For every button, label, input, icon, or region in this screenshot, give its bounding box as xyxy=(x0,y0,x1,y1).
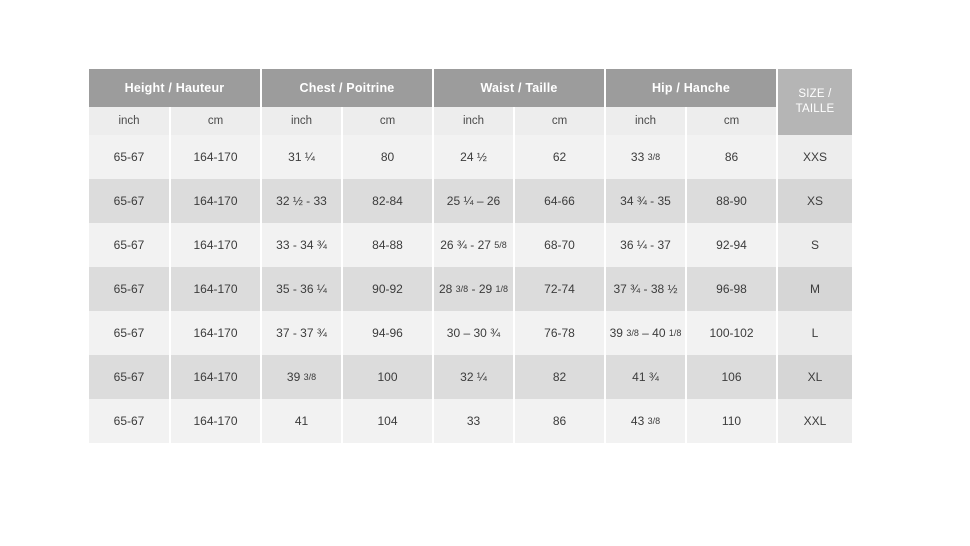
cell-waist-cm: 82 xyxy=(514,355,605,399)
size-header-line1: SIZE / xyxy=(798,88,832,100)
cell-chest-inch: 37 - 37 ¾ xyxy=(261,311,342,355)
size-header-line2: TAILLE xyxy=(795,103,835,115)
cell-height-cm: 164-170 xyxy=(170,355,261,399)
cell-waist-cm: 62 xyxy=(514,135,605,179)
cell-size: L xyxy=(777,311,852,355)
size-chart-table xyxy=(89,69,852,443)
cell-hip-inch: 39 3/8 – 40 1/8 xyxy=(605,311,686,355)
table-row xyxy=(89,267,852,311)
cell-hip-inch: 34 ¾ - 35 xyxy=(605,179,686,223)
cell-chest-inch: 41 xyxy=(261,399,342,443)
cell-height-inch: 65-67 xyxy=(89,311,170,355)
cell-height-inch: 65-67 xyxy=(89,135,170,179)
cell-hip-inch: 36 ¼ - 37 xyxy=(605,223,686,267)
cell-waist-inch: 30 – 30 ¾ xyxy=(433,311,514,355)
cell-waist-inch: 25 ¼ – 26 xyxy=(433,179,514,223)
cell-size: XS xyxy=(777,179,852,223)
cell-chest-inch: 31 ¼ xyxy=(261,135,342,179)
cell-height-inch: 65-67 xyxy=(89,179,170,223)
cell-height-cm: 164-170 xyxy=(170,223,261,267)
cell-size: XXS xyxy=(777,135,852,179)
cell-waist-inch: 28 3/8 - 29 1/8 xyxy=(433,267,514,311)
cell-height-inch: 65-67 xyxy=(89,223,170,267)
cell-chest-cm: 80 xyxy=(342,135,433,179)
table-unit-row xyxy=(89,107,852,135)
cell-waist-cm: 68-70 xyxy=(514,223,605,267)
cell-height-inch: 65-67 xyxy=(89,355,170,399)
cell-height-cm: 164-170 xyxy=(170,399,261,443)
cell-hip-inch: 43 3/8 xyxy=(605,399,686,443)
cell-waist-inch: 26 ¾ - 27 5/8 xyxy=(433,223,514,267)
table-body xyxy=(89,135,852,443)
cell-hip-inch: 37 ¾ - 38 ½ xyxy=(605,267,686,311)
cell-hip-cm: 86 xyxy=(686,135,777,179)
unit-height-inch: inch xyxy=(89,107,170,135)
cell-chest-cm: 84-88 xyxy=(342,223,433,267)
cell-chest-inch: 32 ½ - 33 xyxy=(261,179,342,223)
cell-chest-cm: 90-92 xyxy=(342,267,433,311)
unit-waist-inch: inch xyxy=(433,107,514,135)
unit-chest-inch: inch xyxy=(261,107,342,135)
cell-height-cm: 164-170 xyxy=(170,311,261,355)
column-group-hip: Hip / Hanche xyxy=(605,69,777,107)
cell-chest-inch: 35 - 36 ¼ xyxy=(261,267,342,311)
cell-size: XXL xyxy=(777,399,852,443)
unit-height-cm: cm xyxy=(170,107,261,135)
cell-chest-inch: 33 - 34 ¾ xyxy=(261,223,342,267)
cell-chest-inch: 39 3/8 xyxy=(261,355,342,399)
column-group-height: Height / Hauteur xyxy=(89,69,261,107)
column-group-chest: Chest / Poitrine xyxy=(261,69,433,107)
cell-waist-inch: 24 ½ xyxy=(433,135,514,179)
cell-size: S xyxy=(777,223,852,267)
column-group-size xyxy=(777,69,852,135)
table-row xyxy=(89,135,852,179)
table-row xyxy=(89,223,852,267)
table-row xyxy=(89,355,852,399)
cell-waist-inch: 33 xyxy=(433,399,514,443)
cell-hip-cm: 92-94 xyxy=(686,223,777,267)
cell-waist-cm: 76-78 xyxy=(514,311,605,355)
cell-waist-cm: 72-74 xyxy=(514,267,605,311)
cell-hip-cm: 96-98 xyxy=(686,267,777,311)
unit-chest-cm: cm xyxy=(342,107,433,135)
cell-size: XL xyxy=(777,355,852,399)
cell-hip-cm: 106 xyxy=(686,355,777,399)
unit-hip-cm: cm xyxy=(686,107,777,135)
table-group-header-row xyxy=(89,69,852,107)
cell-hip-cm: 110 xyxy=(686,399,777,443)
cell-height-cm: 164-170 xyxy=(170,135,261,179)
cell-waist-cm: 64-66 xyxy=(514,179,605,223)
cell-height-cm: 164-170 xyxy=(170,179,261,223)
cell-height-inch: 65-67 xyxy=(89,399,170,443)
unit-hip-inch: inch xyxy=(605,107,686,135)
cell-waist-inch: 32 ¼ xyxy=(433,355,514,399)
cell-chest-cm: 104 xyxy=(342,399,433,443)
column-group-waist: Waist / Taille xyxy=(433,69,605,107)
table-row xyxy=(89,311,852,355)
cell-hip-cm: 100-102 xyxy=(686,311,777,355)
cell-hip-cm: 88-90 xyxy=(686,179,777,223)
cell-waist-cm: 86 xyxy=(514,399,605,443)
cell-size: M xyxy=(777,267,852,311)
table-row xyxy=(89,179,852,223)
cell-height-cm: 164-170 xyxy=(170,267,261,311)
cell-chest-cm: 100 xyxy=(342,355,433,399)
table-row xyxy=(89,399,852,443)
cell-height-inch: 65-67 xyxy=(89,267,170,311)
cell-chest-cm: 94-96 xyxy=(342,311,433,355)
cell-hip-inch: 33 3/8 xyxy=(605,135,686,179)
cell-hip-inch: 41 ¾ xyxy=(605,355,686,399)
unit-waist-cm: cm xyxy=(514,107,605,135)
cell-chest-cm: 82-84 xyxy=(342,179,433,223)
